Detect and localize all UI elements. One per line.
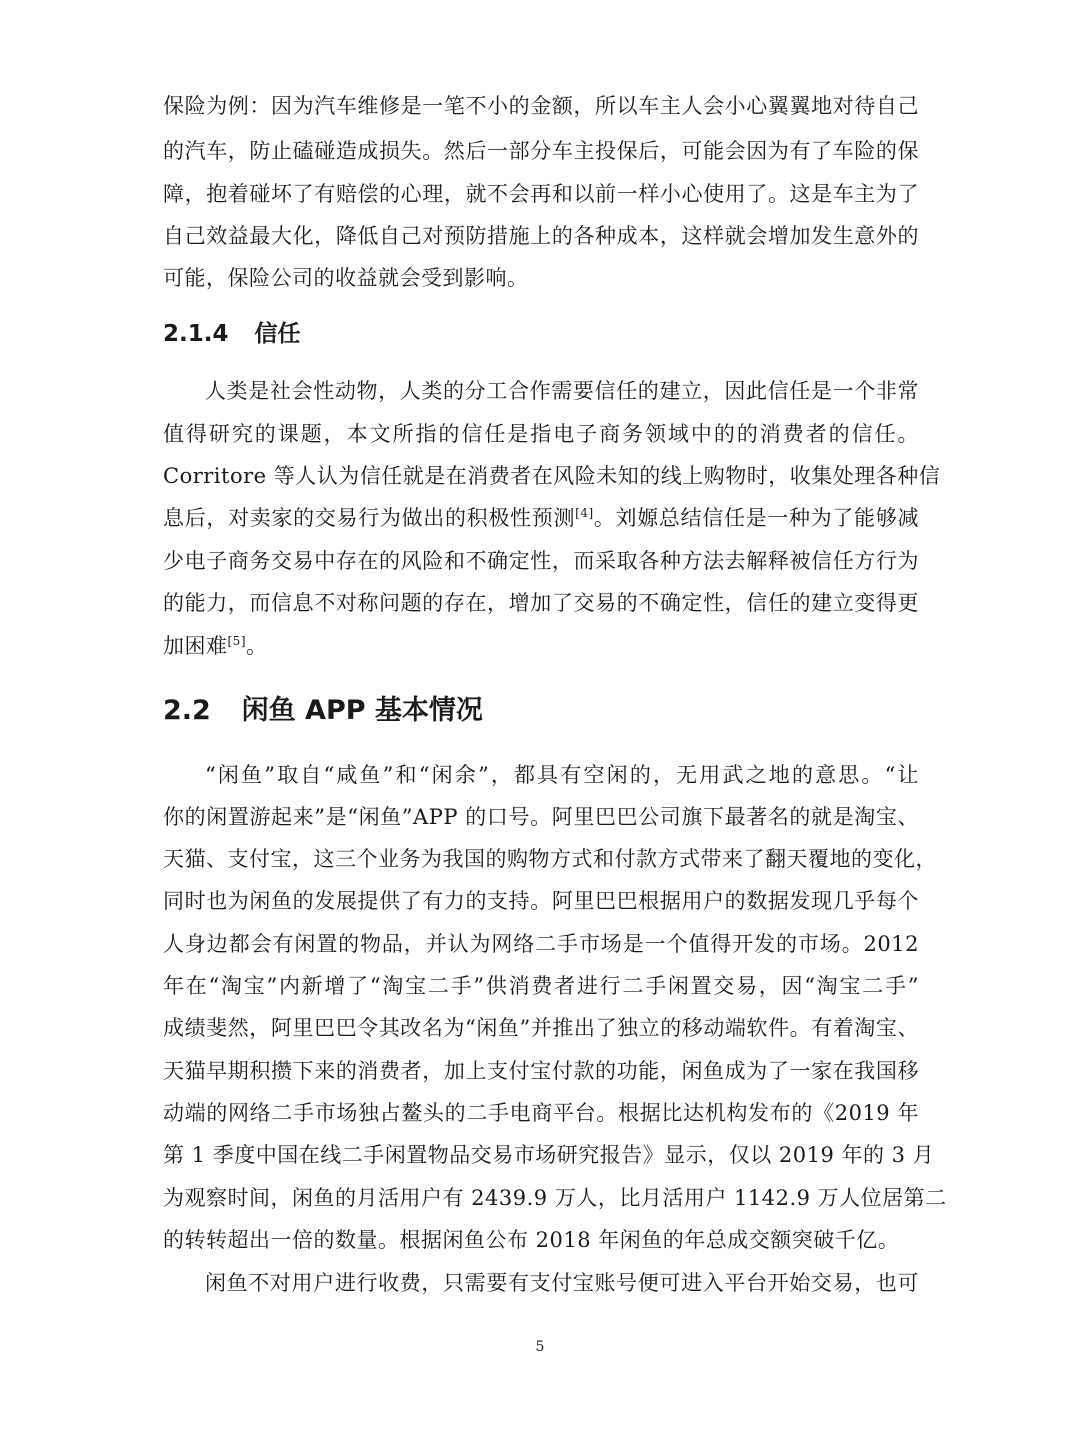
paragraph-line: 的能力，而信息不对称问题的存在，增加了交易的不确定性，信任的建立变得更 xyxy=(163,591,919,615)
section-title: 信任 xyxy=(254,321,301,347)
line-text: 加困难 xyxy=(163,634,228,658)
paragraph-line: 为观察时间，闲鱼的月活用户有 2439.9 万人，比月活用户 1142.9 万人位居第二 xyxy=(163,1186,947,1210)
paragraph-line: 障，抱着碰坏了有赔偿的心理，就不会再和以前一样小心使用了。这是车主为了 xyxy=(163,182,919,206)
paragraph-line: 你的闲置游起来”是“闲鱼”APP 的口号。阿里巴巴公司旗下最著名的就是淘宝、 xyxy=(163,805,919,829)
section-title: 闲鱼 APP 基本情况 xyxy=(241,695,483,726)
paragraph-line: 自己效益最大化，降低自己对预防措施上的各种成本，这样就会增加发生意外的 xyxy=(163,224,919,248)
section-number: 2.2 xyxy=(163,695,211,726)
paragraph-line: 值得研究的课题，本文所指的信任是指电子商务领域中的的消费者的信任。 xyxy=(163,422,919,446)
paragraph-line: 少电子商务交易中存在的风险和不确定性，而采取各种方法去解释被信任方行为 xyxy=(163,549,919,573)
line-text: 。 xyxy=(246,634,268,658)
line-text: 息后，对卖家的交易行为做出的积极性预测 xyxy=(163,506,576,530)
line-text: 。刘嫄总结信任是一种为了能够减 xyxy=(593,506,920,530)
paragraph-line: 人身边都会有闲置的物品，并认为网络二手市场是一个值得开发的市场。2012 xyxy=(163,932,919,956)
paragraph-line xyxy=(163,503,919,533)
section-number: 2.1.4 xyxy=(163,321,229,347)
paragraph-line: 第 1 季度中国在线二手闲置物品交易市场研究报告》显示，仅以 2019 年的 3 月 xyxy=(163,1143,935,1167)
section-heading-2-1-4 xyxy=(163,319,301,349)
paragraph-line: 动端的网络二手市场独占鳌头的二手电商平台。根据比达机构发布的《2019 年 xyxy=(163,1101,919,1125)
paragraph-line: 成绩斐然，阿里巴巴令其改名为“闲鱼”并推出了独立的移动端软件。有着淘宝、 xyxy=(163,1016,919,1040)
page-number: 5 xyxy=(535,1339,545,1355)
paragraph-line: “闲鱼”取自“咸鱼”和“闲余”，都具有空闲的，无用武之地的意思。“让 xyxy=(205,763,919,787)
paragraph-line: 保险为例：因为汽车维修是一笔不小的金额，所以车主人会小心翼翼地对待自己 xyxy=(163,94,919,118)
paragraph-line xyxy=(163,631,919,661)
paragraph-line: 可能，保险公司的收益就会受到影响。 xyxy=(163,266,529,290)
paragraph-line: 同时也为闲鱼的发展提供了有力的支持。阿里巴巴根据用户的数据发现几乎每个 xyxy=(163,889,919,913)
paragraph-line: Corritore 等人认为信任就是在消费者在风险未知的线上购物时，收集处理各种信 xyxy=(163,464,941,488)
paragraph-line: 年在“淘宝”内新增了“淘宝二手”供消费者进行二手闲置交易，因“淘宝二手” xyxy=(163,974,919,998)
citation-ref: [4] xyxy=(575,506,594,520)
paragraph-line: 天猫、支付宝，这三个业务为我国的购物方式和付款方式带来了翻天覆地的变化， xyxy=(163,847,937,871)
paragraph-line: 人类是社会性动物，人类的分工合作需要信任的建立，因此信任是一个非常 xyxy=(205,379,919,403)
paragraph-line: 天猫早期积攒下来的消费者，加上支付宝付款的功能，闲鱼成为了一家在我国移 xyxy=(163,1059,919,1083)
section-heading-2-2 xyxy=(163,694,483,728)
paragraph-line: 的汽车，防止磕碰造成损失。然后一部分车主投保后，可能会因为有了车险的保 xyxy=(163,139,919,163)
citation-ref: [5] xyxy=(227,634,246,648)
paragraph-line: 闲鱼不对用户进行收费，只需要有支付宝账号便可进入平台开始交易，也可 xyxy=(205,1271,919,1295)
paragraph-line: 的转转超出一倍的数量。根据闲鱼公布 2018 年闲鱼的年总成交额突破千亿。 xyxy=(163,1228,900,1252)
